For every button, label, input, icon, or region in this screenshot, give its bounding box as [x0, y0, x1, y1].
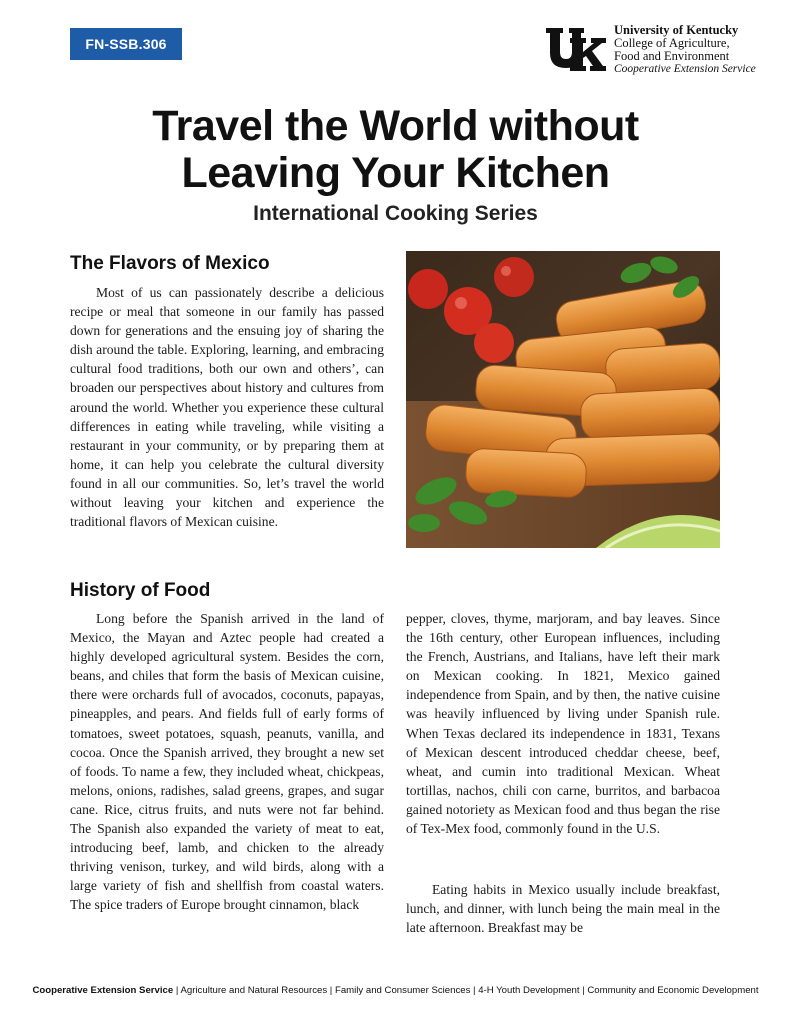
uk-logo-icon: [546, 26, 606, 72]
title-line-2: Leaving Your Kitchen: [181, 149, 610, 197]
university-name: University of Kentucky: [614, 23, 739, 37]
section-heading-history: History of Food: [70, 580, 211, 601]
document-subtitle: International Cooking Series: [253, 202, 538, 225]
footer-program-areas: [0, 985, 791, 996]
college-name-line1: College of Agriculture,: [614, 36, 730, 50]
publication-code-badge: FN-SSB.306: [70, 28, 182, 60]
section-heading-flavors: The Flavors of Mexico: [70, 253, 270, 274]
footer-lead: Cooperative Extension Service: [32, 985, 174, 996]
tamales-photo: [406, 251, 720, 548]
footer-rest: | Agriculture and Natural Resources | Family and Consumer Sciences | 4-H Youth Development | Community and Economic Development: [173, 985, 759, 996]
history-column-2-part-2: Eating habits in Mexico usually include breakfast, lunch, and dinner, with lunch being the main meal in the late afternoon. Breakfast may be: [406, 882, 720, 936]
flavors-paragraph: Most of us can passionately describe a delicious recipe or meal that someone in our family has passed down for generations and the ensuing joy of sharing the dish around the table. Exploring, learning, and embracing cultural food traditions, both our own and others’, can broaden our perspectives about history and cultures from around the world. Whether you experience these cultural differences in eating while traveling, while visiting a restaurant in your community, or by preparing them at home, it can help you celebrate the cultural diversity found in all our communities. So, let’s travel the world without leaving your kitchen and experience the traditional flavors of Mexican cuisine.: [70, 285, 384, 530]
history-column-2-part-1: pepper, cloves, thyme, marjoram, and bay leaves. Since the 16th century, other European influences, including the French, Austrians, and Italians, have left their mark on Mexican cooking. In 1821, Mexico gained independence from Spain, and by then, the native cuisine was heavily influenced by living under Spanish rule. When Texas declared its independence in 1831, Texans of Mexican descent introduced cheddar cheese, beef, wheat, and cumin into traditional Mexican. Wheat tortillas, nachos, chili con carne, burritos, and barbacoa gained notoriety as Mexican food and thus began the rise of Tex-Mex food, commonly found in the U.S.: [406, 611, 720, 837]
document-title: [0, 103, 791, 197]
service-name: Cooperative Extension Service: [614, 63, 756, 75]
institution-block: [614, 24, 784, 76]
college-name-line2: Food and Environment: [614, 49, 730, 63]
title-line-1: Travel the World without: [152, 102, 639, 150]
history-column-1: Long before the Spanish arrived in the land of Mexico, the Mayan and Aztec people had created a highly developed agricultural system. Besides the corn, beans, and chiles that form the basis of Mexican cuisine, there were orchards full of avocados, coconuts, papayas, pineapples, and pears. And fields full of early forms of tomatoes, sweet potatoes, squash, peanuts, vanilla, and cocoa. Once the Spanish arrived, they brought a new set of foods. To name a few, they included wheat, chickpeas, melons, onions, radishes, salad greens, grapes, and sugar cane. Rice, citrus fruits, and nuts were not far behind. The Spanish also expanded the variety of meat to eat, introducing beef, lamb, and chicken to the already thriving venison, turkey, and wild birds, along with a large variety of fish and shellfish from coastal waters. The spice traders of Europe brought cinnamon, black: [70, 611, 384, 913]
